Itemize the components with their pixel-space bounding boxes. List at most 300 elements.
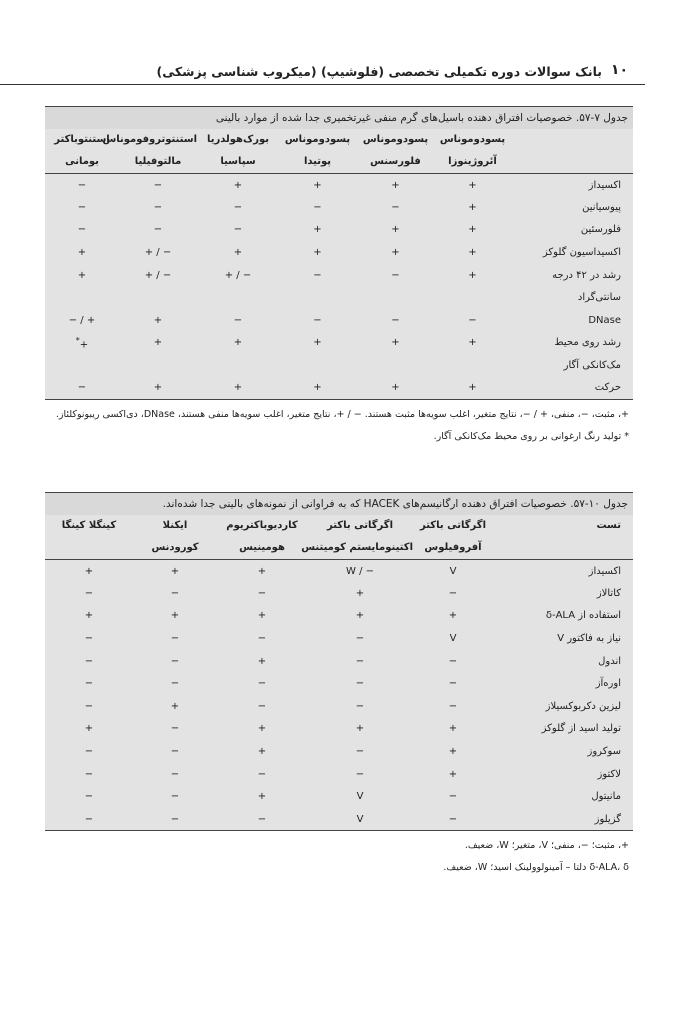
cell-value: − bbox=[257, 678, 267, 690]
table-cell bbox=[356, 174, 435, 197]
table-row bbox=[45, 785, 633, 808]
table-cell bbox=[279, 286, 356, 309]
column-header: پسودوموناس bbox=[439, 134, 506, 145]
row-label: مانیتول bbox=[591, 791, 621, 803]
table-cell bbox=[119, 219, 197, 242]
cell-value: + bbox=[84, 565, 94, 577]
cell-value: + bbox=[468, 247, 477, 259]
cell-value: − bbox=[391, 314, 400, 326]
cell-value: + bbox=[468, 337, 477, 349]
table-cell bbox=[197, 309, 279, 332]
table-cell bbox=[119, 286, 197, 309]
table-cell bbox=[133, 740, 217, 763]
column-header-line2 bbox=[510, 151, 633, 174]
cell-value: + bbox=[468, 269, 477, 281]
table-cell bbox=[413, 740, 493, 763]
cell-value: − bbox=[313, 201, 322, 213]
cell-value: − bbox=[170, 813, 180, 825]
column-header: استنتوباکتر bbox=[54, 134, 110, 145]
cell-value: − bbox=[170, 678, 180, 690]
table-row bbox=[45, 808, 633, 831]
row-label: سوکروز bbox=[587, 746, 621, 758]
table-cell bbox=[133, 605, 217, 628]
table-cell bbox=[435, 354, 510, 377]
cell-value: − bbox=[391, 269, 400, 281]
cell-value: − bbox=[84, 768, 94, 780]
column-header: پسودوموناس bbox=[362, 134, 429, 145]
table-1-block bbox=[45, 106, 633, 448]
row-label: حرکت bbox=[510, 377, 633, 400]
column-header-line2: هومینیس bbox=[217, 537, 307, 560]
table-cell bbox=[45, 763, 133, 786]
table-cell bbox=[119, 354, 197, 377]
column-header-line2: اکتینومایستم کومیتنس bbox=[307, 537, 413, 560]
table-cell bbox=[435, 196, 510, 219]
table-row bbox=[45, 354, 633, 377]
cell-value: V bbox=[356, 791, 364, 803]
table-cell bbox=[413, 605, 493, 628]
cell-value: + bbox=[170, 610, 180, 622]
cell-value: + bbox=[391, 247, 400, 259]
table-cell bbox=[307, 672, 413, 695]
table-cell bbox=[307, 560, 413, 583]
table-cell bbox=[356, 377, 435, 400]
cell-value: + / − bbox=[144, 269, 172, 281]
table-cell bbox=[307, 718, 413, 741]
cell-value: − bbox=[170, 723, 180, 735]
cell-value: − bbox=[77, 179, 87, 191]
column-header bbox=[510, 129, 633, 151]
table-cell bbox=[45, 174, 119, 197]
table-cell bbox=[279, 354, 356, 377]
table-cell bbox=[217, 808, 307, 831]
table-cell bbox=[217, 763, 307, 786]
table-cell bbox=[45, 560, 133, 583]
table-row bbox=[45, 650, 633, 673]
footnote-star-marker: * bbox=[75, 335, 80, 345]
cell-value: − bbox=[257, 587, 267, 599]
table-cell bbox=[356, 354, 435, 377]
cell-value: V bbox=[356, 813, 364, 825]
table-1-footnote: +، مثبت، −، منفی، + / −، نتایج متغیر، اغلب سویه‌ها مثبت هستند. − / +، نتایج متغیر، اغلب سویه‌ها منفی هستند، DNase، دی‌اکسی ریبونوکلئاز. bbox=[55, 408, 629, 420]
running-title: بانک سوالات دوره تکمیلی تخصصی (فلوشیپ) (میکروب شناسی پزشکی) bbox=[156, 64, 602, 79]
table-cell bbox=[307, 627, 413, 650]
table-cell bbox=[413, 718, 493, 741]
table-cell bbox=[307, 582, 413, 605]
column-header: کینگلا کینگا bbox=[61, 520, 117, 531]
table-cell bbox=[45, 718, 133, 741]
cell-value: − bbox=[233, 201, 243, 213]
cell-value: + bbox=[448, 746, 458, 758]
table-cell bbox=[119, 241, 197, 264]
cell-value: + bbox=[257, 746, 267, 758]
cell-value: + bbox=[313, 179, 322, 191]
cell-value: − bbox=[468, 314, 477, 326]
cell-value: − bbox=[257, 813, 267, 825]
table-cell bbox=[119, 309, 197, 332]
table-cell bbox=[435, 377, 510, 400]
table-cell bbox=[307, 808, 413, 831]
cell-value: − bbox=[170, 633, 180, 645]
cell-value: + bbox=[448, 723, 458, 735]
column-header: استنتوتروفوموناس bbox=[102, 134, 197, 145]
row-label: مک‌کانکی آگار bbox=[563, 360, 621, 372]
table-cell bbox=[413, 560, 493, 583]
cell-value: − bbox=[84, 791, 94, 803]
table-cell bbox=[435, 332, 510, 355]
row-label: پیوسیانین bbox=[582, 201, 621, 213]
table-cell bbox=[45, 740, 133, 763]
cell-value: + bbox=[355, 723, 365, 735]
cell-value: + bbox=[77, 269, 87, 281]
cell-value: − bbox=[84, 746, 94, 758]
cell-value: + bbox=[355, 587, 365, 599]
table-cell bbox=[217, 627, 307, 650]
cell-value: − bbox=[257, 633, 267, 645]
table-row bbox=[45, 332, 633, 355]
table-cell bbox=[45, 627, 133, 650]
table-cell bbox=[45, 582, 133, 605]
table-cell bbox=[197, 332, 279, 355]
table-cell bbox=[119, 264, 197, 287]
cell-value: + bbox=[448, 768, 458, 780]
table-cell bbox=[133, 650, 217, 673]
cell-value: − / + bbox=[68, 314, 96, 326]
column-header: ایکنلا bbox=[162, 520, 188, 531]
cell-value: − bbox=[233, 224, 243, 236]
column-header-line2: پوتیدا bbox=[279, 151, 356, 174]
cell-value: − bbox=[84, 700, 94, 712]
table-cell bbox=[413, 650, 493, 673]
cell-value: V bbox=[449, 565, 457, 577]
cell-value: V bbox=[449, 633, 457, 645]
table-cell bbox=[356, 241, 435, 264]
table-cell bbox=[279, 196, 356, 219]
cell-value: − bbox=[84, 655, 94, 667]
cell-value: − bbox=[170, 587, 180, 599]
row-label: اندول bbox=[598, 655, 621, 667]
column-header-line2: کورودنس bbox=[133, 537, 217, 560]
table-row bbox=[45, 241, 633, 264]
table-cell bbox=[45, 808, 133, 831]
table-cell bbox=[217, 582, 307, 605]
table-cell bbox=[45, 332, 119, 355]
table-cell bbox=[413, 582, 493, 605]
row-label: اکسیداز bbox=[588, 179, 621, 191]
cell-value: + bbox=[355, 610, 365, 622]
table-cell bbox=[45, 377, 119, 400]
table-cell bbox=[197, 241, 279, 264]
cell-value: + bbox=[257, 565, 267, 577]
cell-value: − bbox=[257, 768, 267, 780]
table-cell bbox=[217, 650, 307, 673]
cell-value: + bbox=[153, 337, 163, 349]
cell-value: − bbox=[84, 633, 94, 645]
table-row bbox=[45, 627, 633, 650]
table-row bbox=[45, 582, 633, 605]
cell-value: − bbox=[77, 201, 87, 213]
table-cell bbox=[217, 560, 307, 583]
cell-value: − bbox=[355, 655, 365, 667]
table-cell bbox=[45, 785, 133, 808]
table-cell bbox=[435, 286, 510, 309]
table-cell bbox=[279, 219, 356, 242]
table-cell bbox=[133, 672, 217, 695]
cell-value: − bbox=[355, 633, 365, 645]
table-1-shade bbox=[45, 129, 633, 400]
table-cell bbox=[197, 377, 279, 400]
table-row bbox=[45, 672, 633, 695]
table-2-caption: جدول ۱۰-۵۷. خصوصیات افتراق دهنده ارگانیسم‌های HACEK که به فراوانی از نمونه‌های بالینی جدا شده‌اند. bbox=[45, 492, 633, 515]
row-label: رشد در ۴۲ درجه bbox=[552, 269, 621, 281]
row-label: لاکتوز bbox=[597, 768, 621, 780]
cell-value: − bbox=[170, 746, 180, 758]
row-label: لیزین دکربوکسیلاز bbox=[545, 700, 621, 712]
table-cell bbox=[197, 196, 279, 219]
table-row bbox=[45, 377, 633, 400]
cell-value: + bbox=[391, 224, 400, 236]
table-cell bbox=[435, 309, 510, 332]
table-cell bbox=[307, 785, 413, 808]
table-cell bbox=[279, 241, 356, 264]
table-cell bbox=[133, 560, 217, 583]
cell-value: − bbox=[233, 314, 243, 326]
cell-value: + bbox=[448, 610, 458, 622]
cell-value: − bbox=[448, 700, 458, 712]
row-label: اکسیداز bbox=[588, 565, 621, 577]
cell-value: + bbox=[468, 201, 477, 213]
row-label: رشد روی محیط bbox=[554, 337, 621, 349]
table-cell bbox=[45, 286, 119, 309]
table-cell bbox=[133, 808, 217, 831]
table-1-body bbox=[45, 174, 633, 400]
row-label: کاتالاز bbox=[596, 587, 621, 599]
cell-value: + bbox=[84, 610, 94, 622]
table-cell bbox=[307, 763, 413, 786]
table-cell bbox=[413, 763, 493, 786]
cell-value: + bbox=[77, 247, 87, 259]
table-cell bbox=[119, 377, 197, 400]
table-cell bbox=[197, 354, 279, 377]
table-cell bbox=[45, 605, 133, 628]
table-1-footnote-star: * تولید رنگ ارغوانی بر روی محیط مک‌کانکی آگار. bbox=[433, 430, 629, 442]
table-cell bbox=[197, 264, 279, 287]
cell-value: − bbox=[313, 269, 322, 281]
table-cell bbox=[133, 718, 217, 741]
cell-value: + bbox=[79, 339, 89, 351]
column-header-line2: بومانی bbox=[45, 151, 119, 174]
table-cell bbox=[413, 785, 493, 808]
table-cell bbox=[197, 286, 279, 309]
table-cell bbox=[279, 264, 356, 287]
table-row bbox=[45, 695, 633, 718]
table-cell bbox=[279, 332, 356, 355]
table-1 bbox=[45, 129, 633, 400]
column-header: اگرگاتی باکتر bbox=[419, 520, 486, 531]
column-header-line2: فلورسنس bbox=[356, 151, 435, 174]
cell-value: + / − bbox=[224, 269, 252, 281]
table-row bbox=[45, 264, 633, 287]
cell-value: − bbox=[153, 179, 163, 191]
table-row bbox=[45, 718, 633, 741]
column-header: کاردیوباکتریوم bbox=[226, 520, 298, 531]
table-cell bbox=[45, 196, 119, 219]
cell-value: + / − bbox=[144, 247, 172, 259]
table-row bbox=[45, 174, 633, 197]
table-cell bbox=[45, 241, 119, 264]
cell-value: − bbox=[77, 224, 87, 236]
table-row bbox=[45, 309, 633, 332]
table-1-caption: جدول ۷-۵۷. خصوصیات افتراق دهنده باسیل‌های گرم منفی غیرتخمیری جدا شده از موارد بالینی bbox=[45, 106, 633, 129]
column-header-line2 bbox=[45, 537, 133, 560]
table-cell bbox=[197, 219, 279, 242]
table-cell bbox=[119, 174, 197, 197]
table-cell bbox=[413, 627, 493, 650]
cell-value: + bbox=[153, 382, 163, 394]
table-cell bbox=[217, 785, 307, 808]
table-cell bbox=[133, 627, 217, 650]
table-cell bbox=[45, 264, 119, 287]
table-cell bbox=[307, 740, 413, 763]
column-header: اگرگاتی باکتر bbox=[326, 520, 393, 531]
table-cell bbox=[307, 605, 413, 628]
row-label: تولید اسید از گلوکز bbox=[541, 723, 621, 735]
table-cell bbox=[307, 695, 413, 718]
cell-value: + bbox=[468, 224, 477, 236]
row-label: گزیلوز bbox=[493, 808, 633, 831]
table-cell bbox=[197, 174, 279, 197]
cell-value: + bbox=[233, 337, 243, 349]
table-cell bbox=[133, 582, 217, 605]
table-1-header bbox=[45, 129, 633, 174]
cell-value: − bbox=[77, 382, 87, 394]
row-label: اکسیداسیون گلوکز bbox=[542, 247, 621, 259]
cell-value: − bbox=[153, 224, 163, 236]
cell-value: − bbox=[448, 813, 458, 825]
cell-value: + bbox=[257, 791, 267, 803]
table-cell bbox=[307, 650, 413, 673]
table-cell bbox=[45, 695, 133, 718]
table-row bbox=[45, 286, 633, 309]
table-cell bbox=[217, 695, 307, 718]
table-row bbox=[45, 605, 633, 628]
table-row bbox=[45, 763, 633, 786]
row-label: DNase bbox=[588, 314, 621, 326]
cell-value: + bbox=[257, 655, 267, 667]
table-cell bbox=[279, 377, 356, 400]
cell-value: − bbox=[84, 587, 94, 599]
cell-value: + bbox=[153, 314, 163, 326]
cell-value: + bbox=[233, 179, 243, 191]
cell-value: + bbox=[257, 610, 267, 622]
table-2-block bbox=[45, 492, 633, 879]
cell-value: + bbox=[233, 382, 243, 394]
table-cell bbox=[413, 672, 493, 695]
cell-value: + bbox=[391, 337, 400, 349]
cell-value: − bbox=[448, 791, 458, 803]
table-cell bbox=[435, 264, 510, 287]
table-2-footnote-abbrev: δ-ALA، δ دلتا – آمینولوولینک اسید؛ W، ضعیف. bbox=[443, 862, 629, 874]
table-cell bbox=[356, 264, 435, 287]
cell-value: + bbox=[391, 382, 400, 394]
table-cell bbox=[217, 740, 307, 763]
table-cell bbox=[133, 695, 217, 718]
table-cell bbox=[119, 332, 197, 355]
cell-value: − bbox=[391, 201, 400, 213]
column-header: پسودوموناس bbox=[284, 134, 351, 145]
table-cell bbox=[413, 808, 493, 831]
table-cell bbox=[356, 286, 435, 309]
cell-value: + bbox=[468, 179, 477, 191]
row-label: سانتی‌گراد bbox=[577, 292, 621, 304]
table-2-shade bbox=[45, 515, 633, 831]
column-header-line2: آئروژینوزا bbox=[435, 151, 510, 174]
table-cell bbox=[45, 354, 119, 377]
cell-value: + bbox=[233, 247, 243, 259]
column-header-line2: سپاسیا bbox=[197, 151, 279, 174]
cell-value: − bbox=[313, 314, 322, 326]
cell-value: + bbox=[313, 382, 322, 394]
table-cell bbox=[45, 309, 119, 332]
cell-value: − bbox=[355, 768, 365, 780]
column-header-line2: مالتوفیلیا bbox=[119, 151, 197, 174]
cell-value: W / − bbox=[346, 565, 374, 577]
row-label: فلورسئین bbox=[580, 224, 621, 236]
table-cell bbox=[217, 605, 307, 628]
page-number: ۱۰ bbox=[610, 62, 628, 78]
table-cell bbox=[119, 196, 197, 219]
cell-value: − bbox=[153, 201, 163, 213]
table-2-body bbox=[45, 560, 633, 831]
table-row bbox=[45, 740, 633, 763]
column-header: بورک‌هولدریا bbox=[206, 134, 270, 145]
column-header: تست bbox=[596, 520, 621, 531]
table-row bbox=[45, 196, 633, 219]
table-row bbox=[45, 219, 633, 242]
table-cell bbox=[356, 332, 435, 355]
column-header-line2 bbox=[493, 537, 633, 560]
table-cell bbox=[217, 672, 307, 695]
table-row bbox=[45, 560, 633, 583]
table-cell bbox=[45, 219, 119, 242]
row-label: اوره‌آز bbox=[595, 678, 621, 690]
cell-value: − bbox=[355, 700, 365, 712]
table-cell bbox=[133, 785, 217, 808]
table-cell bbox=[435, 241, 510, 264]
cell-value: + bbox=[170, 700, 180, 712]
cell-value: + bbox=[313, 224, 322, 236]
cell-value: − bbox=[355, 746, 365, 758]
column-header-line2: آفروفیلوس bbox=[413, 537, 493, 560]
table-cell bbox=[45, 672, 133, 695]
cell-value: − bbox=[448, 655, 458, 667]
cell-value: + bbox=[170, 565, 180, 577]
cell-value: − bbox=[170, 791, 180, 803]
table-cell bbox=[356, 219, 435, 242]
table-cell bbox=[45, 650, 133, 673]
table-cell bbox=[133, 763, 217, 786]
table-cell bbox=[413, 695, 493, 718]
table-2-footnote: +، مثبت؛ −، منفی؛ V، متغیر؛ W، ضعیف. bbox=[464, 840, 629, 852]
table-cell bbox=[356, 309, 435, 332]
cell-value: + bbox=[313, 247, 322, 259]
row-label: استفاده از δ-ALA bbox=[545, 610, 621, 622]
cell-value: + bbox=[468, 382, 477, 394]
header-rule bbox=[0, 84, 645, 85]
cell-value: + bbox=[84, 723, 94, 735]
table-2 bbox=[45, 515, 633, 831]
table-cell bbox=[279, 174, 356, 197]
